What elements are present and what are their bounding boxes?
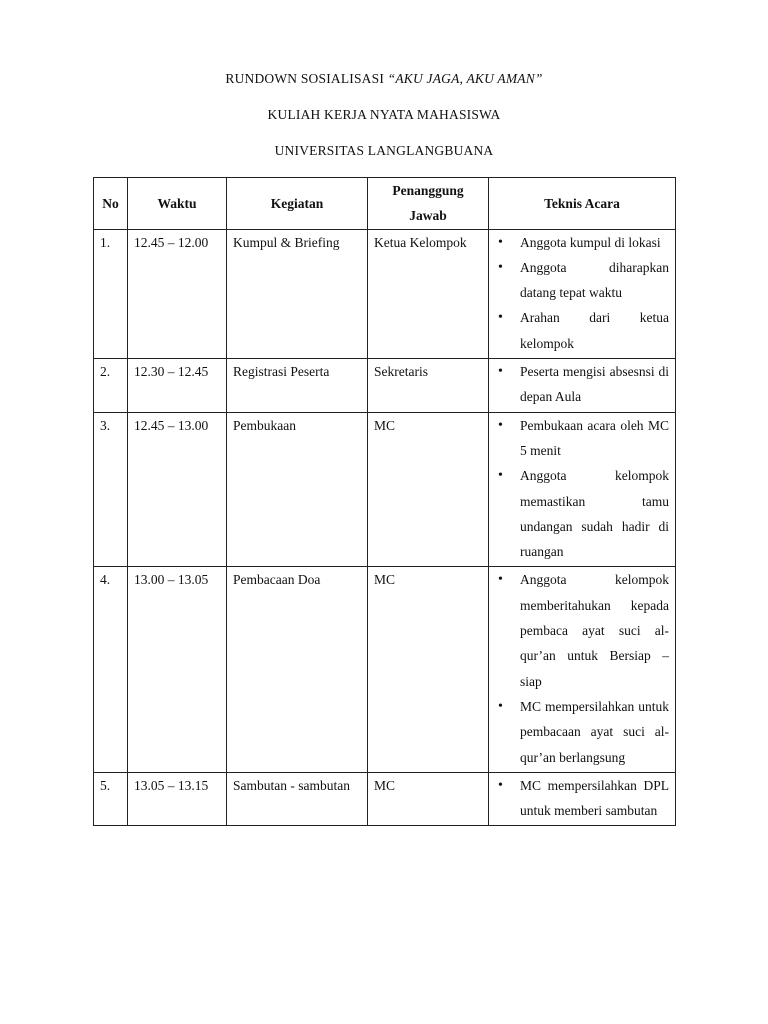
- bullet-item: • Peserta mengisi absesnsi di depan Aula: [495, 359, 669, 410]
- bullet-list: [495, 567, 669, 769]
- bullet-item: • MC mempersilahkan DPL untuk memberi sambutan: [495, 773, 669, 824]
- cell-teknis-acara: [489, 359, 676, 413]
- column-header-no: No: [94, 178, 128, 230]
- bullet-item: • Anggota diharapkan datang tepat waktu: [495, 255, 669, 306]
- cell-penanggung-jawab: Sekretaris: [368, 359, 489, 413]
- table-row: [94, 567, 676, 772]
- cell-no: 1.: [94, 229, 128, 358]
- cell-penanggung-jawab: MC: [368, 412, 489, 567]
- cell-penanggung-jawab: MC: [368, 567, 489, 772]
- table-header-row: [94, 178, 676, 230]
- document-title: [0, 71, 768, 87]
- column-header-penanggung-jawab: Penanggung Jawab: [368, 178, 489, 230]
- bullet-item: • Arahan dari ketua kelompok: [495, 305, 669, 356]
- cell-no: 5.: [94, 772, 128, 826]
- university-name: UNIVERSITAS LANGLANGBUANA: [274, 143, 494, 158]
- table-row: [94, 229, 676, 358]
- cell-waktu: 12.45 – 12.00: [128, 229, 227, 358]
- bullet-item: • Anggota kelompok memastikan tamu undangan sudah hadir di ruangan: [495, 463, 669, 564]
- cell-waktu: 13.00 – 13.05: [128, 567, 227, 772]
- cell-kegiatan: Registrasi Peserta: [227, 359, 368, 413]
- column-header-teknis-acara: Teknis Acara: [489, 178, 676, 230]
- rundown-table: [93, 177, 676, 826]
- column-header-kegiatan: Kegiatan: [227, 178, 368, 230]
- title-event-name: “AKU JAGA, AKU AMAN”: [387, 71, 543, 86]
- cell-teknis-acara: [489, 567, 676, 772]
- bullet-list: [495, 413, 669, 565]
- cell-kegiatan: Kumpul & Briefing: [227, 229, 368, 358]
- cell-no: 3.: [94, 412, 128, 567]
- column-header-waktu: Waktu: [128, 178, 227, 230]
- table-row: [94, 412, 676, 567]
- cell-waktu: 12.30 – 12.45: [128, 359, 227, 413]
- bullet-item: • Pembukaan acara oleh MC 5 menit: [495, 413, 669, 464]
- title-prefix: RUNDOWN SOSIALISASI: [225, 71, 388, 86]
- cell-kegiatan: Pembukaan: [227, 412, 368, 567]
- cell-no: 2.: [94, 359, 128, 413]
- bullet-list: [495, 230, 669, 356]
- cell-kegiatan: Sambutan - sambutan: [227, 772, 368, 826]
- cell-waktu: 12.45 – 13.00: [128, 412, 227, 567]
- cell-no: 4.: [94, 567, 128, 772]
- cell-penanggung-jawab: Ketua Kelompok: [368, 229, 489, 358]
- bullet-list: [495, 359, 669, 410]
- cell-teknis-acara: [489, 412, 676, 567]
- bullet-list: [495, 773, 669, 824]
- cell-penanggung-jawab: MC: [368, 772, 489, 826]
- document-subtitle: KULIAH KERJA NYATA MAHASISWA: [267, 107, 501, 122]
- bullet-item: • Anggota kelompok memberitahukan kepada pembaca ayat suci al-qur’an untuk Bersiap – siap: [495, 567, 669, 693]
- bullet-item: • MC mempersilahkan untuk pembacaan ayat suci al-qur’an berlangsung: [495, 694, 669, 770]
- table-row: [94, 359, 676, 413]
- cell-teknis-acara: [489, 229, 676, 358]
- cell-teknis-acara: [489, 772, 676, 826]
- cell-kegiatan: Pembacaan Doa: [227, 567, 368, 772]
- bullet-item: • Anggota kumpul di lokasi: [495, 230, 669, 255]
- cell-waktu: 13.05 – 13.15: [128, 772, 227, 826]
- table-row: [94, 772, 676, 826]
